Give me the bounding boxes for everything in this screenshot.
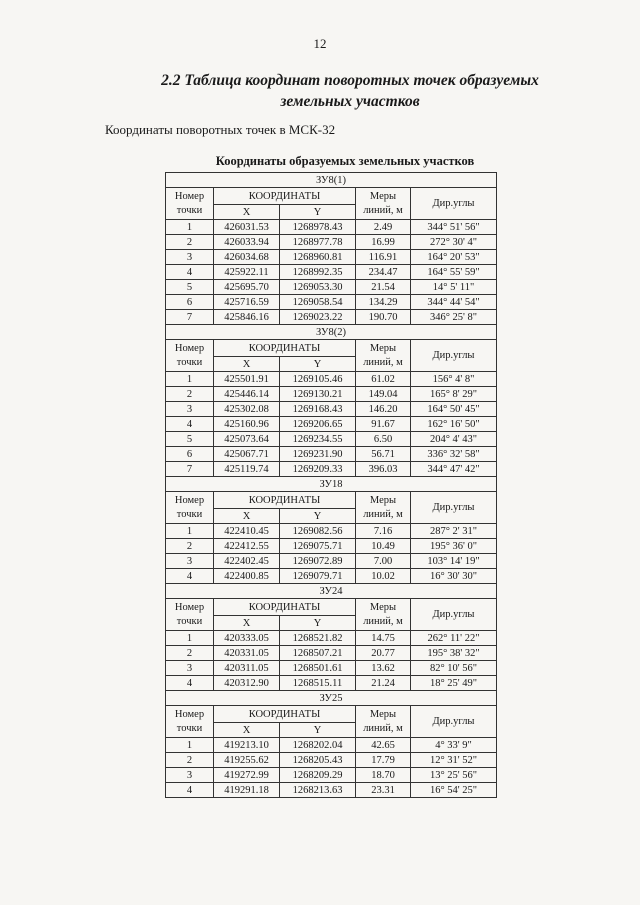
header-line-lengths-line-2: линий, м <box>363 615 403 627</box>
header-row <box>166 492 497 509</box>
cell-y: 1268960.81 <box>280 250 356 265</box>
header-coordinates: КООРДИНАТЫ <box>214 706 356 723</box>
cell-line-length: 6.50 <box>356 432 411 447</box>
cell-line-length: 16.99 <box>356 235 411 250</box>
cell-x: 425716.59 <box>214 295 280 310</box>
cell-y: 1268507.21 <box>280 646 356 661</box>
cell-direction-angle: 4° 33' 9" <box>411 738 497 753</box>
table-row <box>166 220 497 235</box>
table-row <box>166 462 497 477</box>
header-direction-angles: Дир.углы <box>411 492 497 524</box>
header-line-lengths-line-2: линий, м <box>363 722 403 734</box>
header-point-number <box>166 188 214 220</box>
table-row <box>166 768 497 783</box>
cell-x: 425073.64 <box>214 432 280 447</box>
cell-y: 1269058.54 <box>280 295 356 310</box>
header-line-lengths <box>356 599 411 631</box>
header-point-number <box>166 340 214 372</box>
table-row <box>166 387 497 402</box>
cell-x: 425446.14 <box>214 387 280 402</box>
cell-x: 425695.70 <box>214 280 280 295</box>
table-row <box>166 539 497 554</box>
table-row <box>166 569 497 584</box>
cell-y: 1268209.29 <box>280 768 356 783</box>
cell-y: 1269130.21 <box>280 387 356 402</box>
cell-y: 1269206.65 <box>280 417 356 432</box>
table-row <box>166 402 497 417</box>
cell-direction-angle: 195° 38' 32" <box>411 646 497 661</box>
header-line-lengths-line-1: Меры <box>369 342 397 354</box>
cell-x: 420312.90 <box>214 676 280 691</box>
header-point-number-line-1: Номер <box>174 494 205 506</box>
cell-point-number: 2 <box>166 235 214 250</box>
cell-y: 1269072.89 <box>280 554 356 569</box>
cell-point-number: 4 <box>166 569 214 584</box>
cell-y: 1269079.71 <box>280 569 356 584</box>
cell-line-length: 23.31 <box>356 783 411 798</box>
table-row <box>166 738 497 753</box>
header-coordinates: КООРДИНАТЫ <box>214 188 356 205</box>
cell-direction-angle: 165° 8' 29" <box>411 387 497 402</box>
cell-point-number: 6 <box>166 447 214 462</box>
cell-point-number: 2 <box>166 539 214 554</box>
header-point-number-line-1: Номер <box>174 601 205 613</box>
section-title-line-2: земельных участков <box>280 93 420 110</box>
cell-y: 1269234.55 <box>280 432 356 447</box>
table-row <box>166 661 497 676</box>
cell-y: 1268515.11 <box>280 676 356 691</box>
section-name: ЗУ18 <box>166 477 497 492</box>
header-x: X <box>214 616 280 631</box>
table-row <box>166 554 497 569</box>
header-y: Y <box>280 357 356 372</box>
cell-point-number: 2 <box>166 753 214 768</box>
cell-direction-angle: 16° 30' 30" <box>411 569 497 584</box>
cell-y: 1268202.04 <box>280 738 356 753</box>
cell-line-length: 234.47 <box>356 265 411 280</box>
header-direction-angles: Дир.углы <box>411 706 497 738</box>
cell-y: 1268521.82 <box>280 631 356 646</box>
cell-x: 419213.10 <box>214 738 280 753</box>
cell-y: 1268978.43 <box>280 220 356 235</box>
intro-text: Координаты поворотных точек в МСК-32 <box>105 122 336 137</box>
table-row <box>166 447 497 462</box>
coordinates-table <box>165 172 497 798</box>
cell-x: 419291.18 <box>214 783 280 798</box>
cell-x: 426033.94 <box>214 235 280 250</box>
cell-line-length: 42.65 <box>356 738 411 753</box>
header-row <box>166 340 497 357</box>
cell-y: 1269023.22 <box>280 310 356 325</box>
cell-point-number: 4 <box>166 265 214 280</box>
cell-x: 425119.74 <box>214 462 280 477</box>
header-line-lengths-line-2: линий, м <box>363 508 403 520</box>
cell-line-length: 91.67 <box>356 417 411 432</box>
cell-direction-angle: 272° 30' 4" <box>411 235 497 250</box>
cell-point-number: 1 <box>166 524 214 539</box>
header-x: X <box>214 205 280 220</box>
table-row <box>166 753 497 768</box>
header-coordinates: КООРДИНАТЫ <box>214 492 356 509</box>
header-point-number-line-1: Номер <box>174 190 205 202</box>
header-x: X <box>214 509 280 524</box>
header-y: Y <box>280 509 356 524</box>
section-title-row <box>166 173 497 188</box>
table-row <box>166 676 497 691</box>
cell-direction-angle: 164° 55' 59" <box>411 265 497 280</box>
cell-direction-angle: 156° 4' 8" <box>411 372 497 387</box>
cell-y: 1268501.61 <box>280 661 356 676</box>
cell-line-length: 10.02 <box>356 569 411 584</box>
header-line-lengths-line-1: Меры <box>369 708 397 720</box>
header-point-number-line-2: точки <box>176 615 203 627</box>
header-point-number <box>166 599 214 631</box>
cell-point-number: 6 <box>166 295 214 310</box>
cell-point-number: 3 <box>166 250 214 265</box>
cell-line-length: 2.49 <box>356 220 411 235</box>
cell-point-number: 1 <box>166 631 214 646</box>
cell-y: 1269231.90 <box>280 447 356 462</box>
header-line-lengths <box>356 706 411 738</box>
cell-direction-angle: 262° 11' 22" <box>411 631 497 646</box>
cell-direction-angle: 103° 14' 19" <box>411 554 497 569</box>
cell-point-number: 5 <box>166 280 214 295</box>
cell-line-length: 14.75 <box>356 631 411 646</box>
header-row <box>166 706 497 723</box>
cell-x: 422402.45 <box>214 554 280 569</box>
header-line-lengths-line-1: Меры <box>369 601 397 613</box>
page-number: 12 <box>313 36 327 51</box>
header-line-lengths <box>356 340 411 372</box>
cell-line-length: 7.00 <box>356 554 411 569</box>
cell-direction-angle: 204° 4' 43" <box>411 432 497 447</box>
cell-line-length: 56.71 <box>356 447 411 462</box>
cell-x: 420333.05 <box>214 631 280 646</box>
cell-point-number: 5 <box>166 432 214 447</box>
header-y: Y <box>280 205 356 220</box>
header-line-lengths-line-1: Меры <box>369 190 397 202</box>
header-row <box>166 599 497 616</box>
cell-direction-angle: 164° 50' 45" <box>411 402 497 417</box>
cell-x: 422410.45 <box>214 524 280 539</box>
cell-direction-angle: 336° 32' 58" <box>411 447 497 462</box>
cell-direction-angle: 16° 54' 25" <box>411 783 497 798</box>
cell-line-length: 116.91 <box>356 250 411 265</box>
cell-y: 1269053.30 <box>280 280 356 295</box>
header-point-number-line-2: точки <box>176 204 203 216</box>
table-row <box>166 631 497 646</box>
cell-direction-angle: 346° 25' 8" <box>411 310 497 325</box>
cell-x: 426031.53 <box>214 220 280 235</box>
header-point-number <box>166 706 214 738</box>
cell-x: 425922.11 <box>214 265 280 280</box>
cell-direction-angle: 18° 25' 49" <box>411 676 497 691</box>
header-point-number-line-2: точки <box>176 508 203 520</box>
cell-x: 422412.55 <box>214 539 280 554</box>
section-name: ЗУ8(1) <box>166 173 497 188</box>
header-coordinates: КООРДИНАТЫ <box>214 599 356 616</box>
cell-direction-angle: 195° 36' 0" <box>411 539 497 554</box>
cell-x: 420311.05 <box>214 661 280 676</box>
cell-direction-angle: 344° 51' 56" <box>411 220 497 235</box>
section-title <box>140 70 560 112</box>
section-title-row <box>166 325 497 340</box>
table-row <box>166 280 497 295</box>
cell-x: 422400.85 <box>214 569 280 584</box>
cell-y: 1268205.43 <box>280 753 356 768</box>
cell-direction-angle: 344° 47' 42" <box>411 462 497 477</box>
table-row <box>166 295 497 310</box>
header-line-lengths <box>356 492 411 524</box>
header-point-number <box>166 492 214 524</box>
cell-point-number: 7 <box>166 462 214 477</box>
coordinates-table-body <box>166 173 497 798</box>
cell-x: 425067.71 <box>214 447 280 462</box>
cell-line-length: 17.79 <box>356 753 411 768</box>
cell-point-number: 3 <box>166 768 214 783</box>
table-row <box>166 783 497 798</box>
header-direction-angles: Дир.углы <box>411 340 497 372</box>
section-title-row <box>166 584 497 599</box>
header-point-number-line-1: Номер <box>174 708 205 720</box>
section-name: ЗУ24 <box>166 584 497 599</box>
cell-line-length: 20.77 <box>356 646 411 661</box>
cell-y: 1269105.46 <box>280 372 356 387</box>
cell-x: 426034.68 <box>214 250 280 265</box>
table-row <box>166 235 497 250</box>
cell-x: 425501.91 <box>214 372 280 387</box>
cell-y: 1269209.33 <box>280 462 356 477</box>
cell-line-length: 7.16 <box>356 524 411 539</box>
section-name: ЗУ8(2) <box>166 325 497 340</box>
cell-point-number: 1 <box>166 738 214 753</box>
header-point-number-line-2: точки <box>176 722 203 734</box>
cell-line-length: 149.04 <box>356 387 411 402</box>
cell-direction-angle: 344° 44' 54" <box>411 295 497 310</box>
cell-x: 425846.16 <box>214 310 280 325</box>
cell-direction-angle: 162° 16' 50" <box>411 417 497 432</box>
cell-line-length: 146.20 <box>356 402 411 417</box>
cell-line-length: 18.70 <box>356 768 411 783</box>
cell-direction-angle: 82° 10' 56" <box>411 661 497 676</box>
cell-direction-angle: 12° 31' 52" <box>411 753 497 768</box>
header-direction-angles: Дир.углы <box>411 188 497 220</box>
header-y: Y <box>280 616 356 631</box>
header-line-lengths <box>356 188 411 220</box>
table-row <box>166 265 497 280</box>
section-title-row <box>166 477 497 492</box>
cell-y: 1268977.78 <box>280 235 356 250</box>
cell-point-number: 4 <box>166 417 214 432</box>
header-line-lengths-line-1: Меры <box>369 494 397 506</box>
cell-line-length: 190.70 <box>356 310 411 325</box>
cell-point-number: 4 <box>166 676 214 691</box>
cell-point-number: 3 <box>166 554 214 569</box>
header-line-lengths-line-2: линий, м <box>363 204 403 216</box>
cell-line-length: 61.02 <box>356 372 411 387</box>
table-row <box>166 310 497 325</box>
cell-y: 1269168.43 <box>280 402 356 417</box>
section-name: ЗУ25 <box>166 691 497 706</box>
cell-line-length: 21.24 <box>356 676 411 691</box>
cell-line-length: 134.29 <box>356 295 411 310</box>
cell-y: 1268992.35 <box>280 265 356 280</box>
header-coordinates: КООРДИНАТЫ <box>214 340 356 357</box>
cell-direction-angle: 287° 2' 31" <box>411 524 497 539</box>
cell-y: 1269082.56 <box>280 524 356 539</box>
cell-x: 419255.62 <box>214 753 280 768</box>
header-row <box>166 188 497 205</box>
header-point-number-line-2: точки <box>176 356 203 368</box>
cell-line-length: 21.54 <box>356 280 411 295</box>
table-row <box>166 432 497 447</box>
table-row <box>166 646 497 661</box>
header-point-number-line-1: Номер <box>174 342 205 354</box>
table-caption: Координаты образуемых земельных участков <box>215 154 475 168</box>
cell-direction-angle: 13° 25' 56" <box>411 768 497 783</box>
cell-line-length: 13.62 <box>356 661 411 676</box>
header-direction-angles: Дир.углы <box>411 599 497 631</box>
cell-point-number: 4 <box>166 783 214 798</box>
cell-point-number: 3 <box>166 661 214 676</box>
table-row <box>166 417 497 432</box>
cell-y: 1269075.71 <box>280 539 356 554</box>
cell-line-length: 396.03 <box>356 462 411 477</box>
cell-x: 425302.08 <box>214 402 280 417</box>
cell-x: 425160.96 <box>214 417 280 432</box>
cell-point-number: 2 <box>166 387 214 402</box>
table-row <box>166 372 497 387</box>
cell-y: 1268213.63 <box>280 783 356 798</box>
header-line-lengths-line-2: линий, м <box>363 356 403 368</box>
cell-x: 419272.99 <box>214 768 280 783</box>
header-y: Y <box>280 723 356 738</box>
table-row <box>166 250 497 265</box>
cell-point-number: 2 <box>166 646 214 661</box>
cell-point-number: 7 <box>166 310 214 325</box>
cell-point-number: 1 <box>166 372 214 387</box>
cell-line-length: 10.49 <box>356 539 411 554</box>
header-x: X <box>214 723 280 738</box>
table-row <box>166 524 497 539</box>
cell-direction-angle: 164° 20' 53" <box>411 250 497 265</box>
section-title-line-1: 2.2 Таблица координат поворотных точек образуемых <box>161 72 539 89</box>
header-x: X <box>214 357 280 372</box>
cell-point-number: 3 <box>166 402 214 417</box>
cell-point-number: 1 <box>166 220 214 235</box>
cell-x: 420331.05 <box>214 646 280 661</box>
cell-direction-angle: 14° 5' 11" <box>411 280 497 295</box>
section-title-row <box>166 691 497 706</box>
